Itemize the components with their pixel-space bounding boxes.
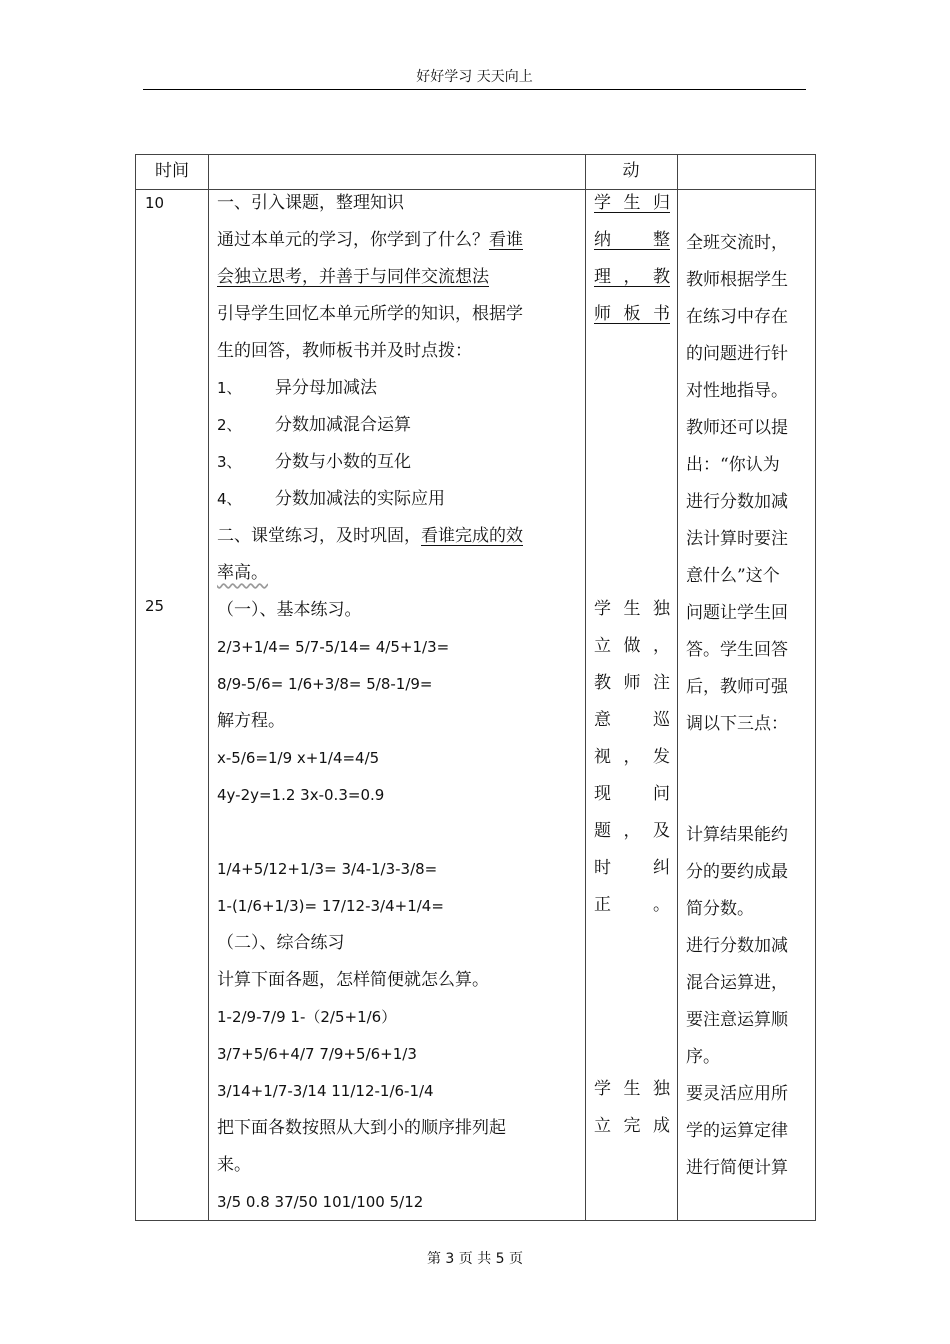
activity-line: 现 问 bbox=[594, 784, 670, 804]
time-10: 10 bbox=[145, 194, 165, 212]
calc-line: 8/9-5/6= 1/6+3/8= 5/8-1/9= bbox=[217, 675, 433, 693]
page-header: 好好学习 天天向上 bbox=[143, 66, 806, 90]
comprehensive-practice-title: （二）、综合练习 bbox=[217, 933, 345, 953]
activity-line: 纳 整 bbox=[594, 230, 670, 250]
list-number: 2、 bbox=[217, 416, 242, 434]
question-text: 通过本单元的学习，你学到了什么？ bbox=[217, 230, 489, 250]
list-text: 分数加减法的实际应用 bbox=[275, 489, 445, 509]
ordering-task: 把下面各数按照从大到小的顺序排列起 bbox=[217, 1118, 506, 1138]
list-number: 3、 bbox=[217, 453, 242, 471]
note-line: 调以下三点： bbox=[686, 714, 788, 734]
note-line: 答。学生回答 bbox=[686, 640, 788, 660]
section-1-guide-cont: 生的回答，教师板书并及时点拨： bbox=[217, 341, 472, 361]
section-2-underlined: 看谁完成的效 bbox=[421, 526, 523, 546]
equation-line: x-5/6=1/9 x+1/4=4/5 bbox=[217, 749, 380, 767]
note-line: 后，教师可强 bbox=[686, 677, 788, 697]
calc-line: 3/14+1/7-3/14 11/12-1/6-1/4 bbox=[217, 1082, 434, 1100]
note-line: 分的要约成最 bbox=[686, 862, 788, 882]
question-underlined: 看谁 bbox=[489, 230, 523, 250]
calc-line: 3/7+5/6+4/7 7/9+5/6+1/3 bbox=[217, 1045, 417, 1063]
list-item bbox=[217, 481, 581, 518]
equation-title: 解方程。 bbox=[217, 711, 285, 731]
student-activity-a bbox=[594, 185, 670, 333]
note-line: 简分数。 bbox=[686, 899, 754, 919]
section-2-title-cont bbox=[217, 555, 581, 592]
note-line: 混合运算进， bbox=[686, 973, 788, 993]
activity-line: 正。 bbox=[594, 895, 670, 915]
activity-line: 师板书 bbox=[594, 304, 670, 324]
time-25: 25 bbox=[145, 597, 165, 615]
col-divider bbox=[585, 155, 586, 1220]
activity-line: 时 纠 bbox=[594, 858, 670, 878]
section-2-underlined-cont: 率高。 bbox=[217, 563, 268, 583]
content-cell bbox=[217, 185, 581, 1221]
list-item bbox=[217, 370, 581, 407]
col-divider bbox=[208, 155, 209, 1220]
list-text: 分数加减混合运算 bbox=[275, 415, 411, 435]
teacher-notes-b bbox=[686, 817, 788, 1187]
note-line: 要注意运算顺 bbox=[686, 1010, 788, 1030]
section-1-title: 一、引入课题，整理知识 bbox=[217, 193, 404, 213]
activity-line: 立完成 bbox=[594, 1116, 670, 1136]
calc-line: 2/3+1/4= 5/7-5/14= 4/5+1/3= bbox=[217, 638, 450, 656]
student-activity-c bbox=[594, 1071, 670, 1145]
activity-line: 学生独 bbox=[594, 599, 670, 619]
header-time: 时间 bbox=[155, 161, 189, 181]
note-line: 出：“你认为 bbox=[686, 455, 780, 475]
teacher-notes-a bbox=[686, 225, 788, 743]
lesson-table bbox=[135, 154, 816, 1221]
note-line: 的问题进行针 bbox=[686, 344, 788, 364]
activity-line: 学生独 bbox=[594, 1079, 670, 1099]
note-line: 学的运算定律 bbox=[686, 1121, 788, 1141]
section-1-question bbox=[217, 222, 581, 259]
page-footer: 第 3 页 共 5 页 bbox=[426, 1251, 524, 1267]
note-line: 进行简便计算 bbox=[686, 1158, 788, 1178]
section-2-title bbox=[217, 518, 581, 555]
note-line: 要灵活应用所 bbox=[686, 1084, 788, 1104]
activity-line: 学生归 bbox=[594, 193, 670, 213]
basic-practice-title: （一）、基本练习。 bbox=[217, 600, 362, 620]
list-text: 异分母加减法 bbox=[275, 378, 377, 398]
list-number: 1、 bbox=[217, 379, 242, 397]
note-line: 教师根据学生 bbox=[686, 270, 788, 290]
equation-line: 4y-2y=1.2 3x-0.3=0.9 bbox=[217, 786, 385, 804]
activity-line: 理，教 bbox=[594, 267, 670, 287]
section-2-text: 二、课堂练习，及时巩固， bbox=[217, 526, 421, 546]
note-line: 进行分数加减 bbox=[686, 492, 788, 512]
list-number: 4、 bbox=[217, 490, 242, 508]
note-line: 进行分数加减 bbox=[686, 936, 788, 956]
header-activity: 动 bbox=[622, 161, 640, 181]
ordering-numbers: 3/5 0.8 37/50 101/100 5/12 bbox=[217, 1193, 424, 1211]
note-line: 序。 bbox=[686, 1047, 720, 1067]
activity-line: 题，及 bbox=[594, 821, 670, 841]
blank-line bbox=[217, 814, 581, 851]
list-item bbox=[217, 444, 581, 481]
col-divider bbox=[677, 155, 678, 1220]
note-line: 问题让学生回 bbox=[686, 603, 788, 623]
note-line: 教师还可以提 bbox=[686, 418, 788, 438]
ordering-task-cont: 来。 bbox=[217, 1155, 251, 1175]
note-line: 在练习中存在 bbox=[686, 307, 788, 327]
activity-line: 视，发 bbox=[594, 747, 670, 767]
activity-line: 教师注 bbox=[594, 673, 670, 693]
section-1-guide: 引导学生回忆本单元所学的知识，根据学 bbox=[217, 304, 523, 324]
list-text: 分数与小数的互化 bbox=[275, 452, 411, 472]
calc-line: 1/4+5/12+1/3= 3/4-1/3-3/8= bbox=[217, 860, 438, 878]
list-item bbox=[217, 407, 581, 444]
student-activity-b bbox=[594, 591, 670, 924]
note-line: 对性地指导。 bbox=[686, 381, 788, 401]
calc-line: 1-2/9-7/9 1-（2/5+1/6） bbox=[217, 1008, 397, 1026]
activity-line: 立做， bbox=[594, 636, 670, 656]
note-line: 法计算时要注 bbox=[686, 529, 788, 549]
calc-line: 1-(1/6+1/3)= 17/12-3/4+1/4= bbox=[217, 897, 444, 915]
comprehensive-desc: 计算下面各题，怎样简便就怎么算。 bbox=[217, 970, 489, 990]
note-line: 全班交流时， bbox=[686, 233, 788, 253]
activity-line: 意 巡 bbox=[594, 710, 670, 730]
note-line: 计算结果能约 bbox=[686, 825, 788, 845]
note-line: 意什么”这个 bbox=[686, 566, 780, 586]
section-1-question-cont: 会独立思考，并善于与同伴交流想法 bbox=[217, 267, 489, 287]
